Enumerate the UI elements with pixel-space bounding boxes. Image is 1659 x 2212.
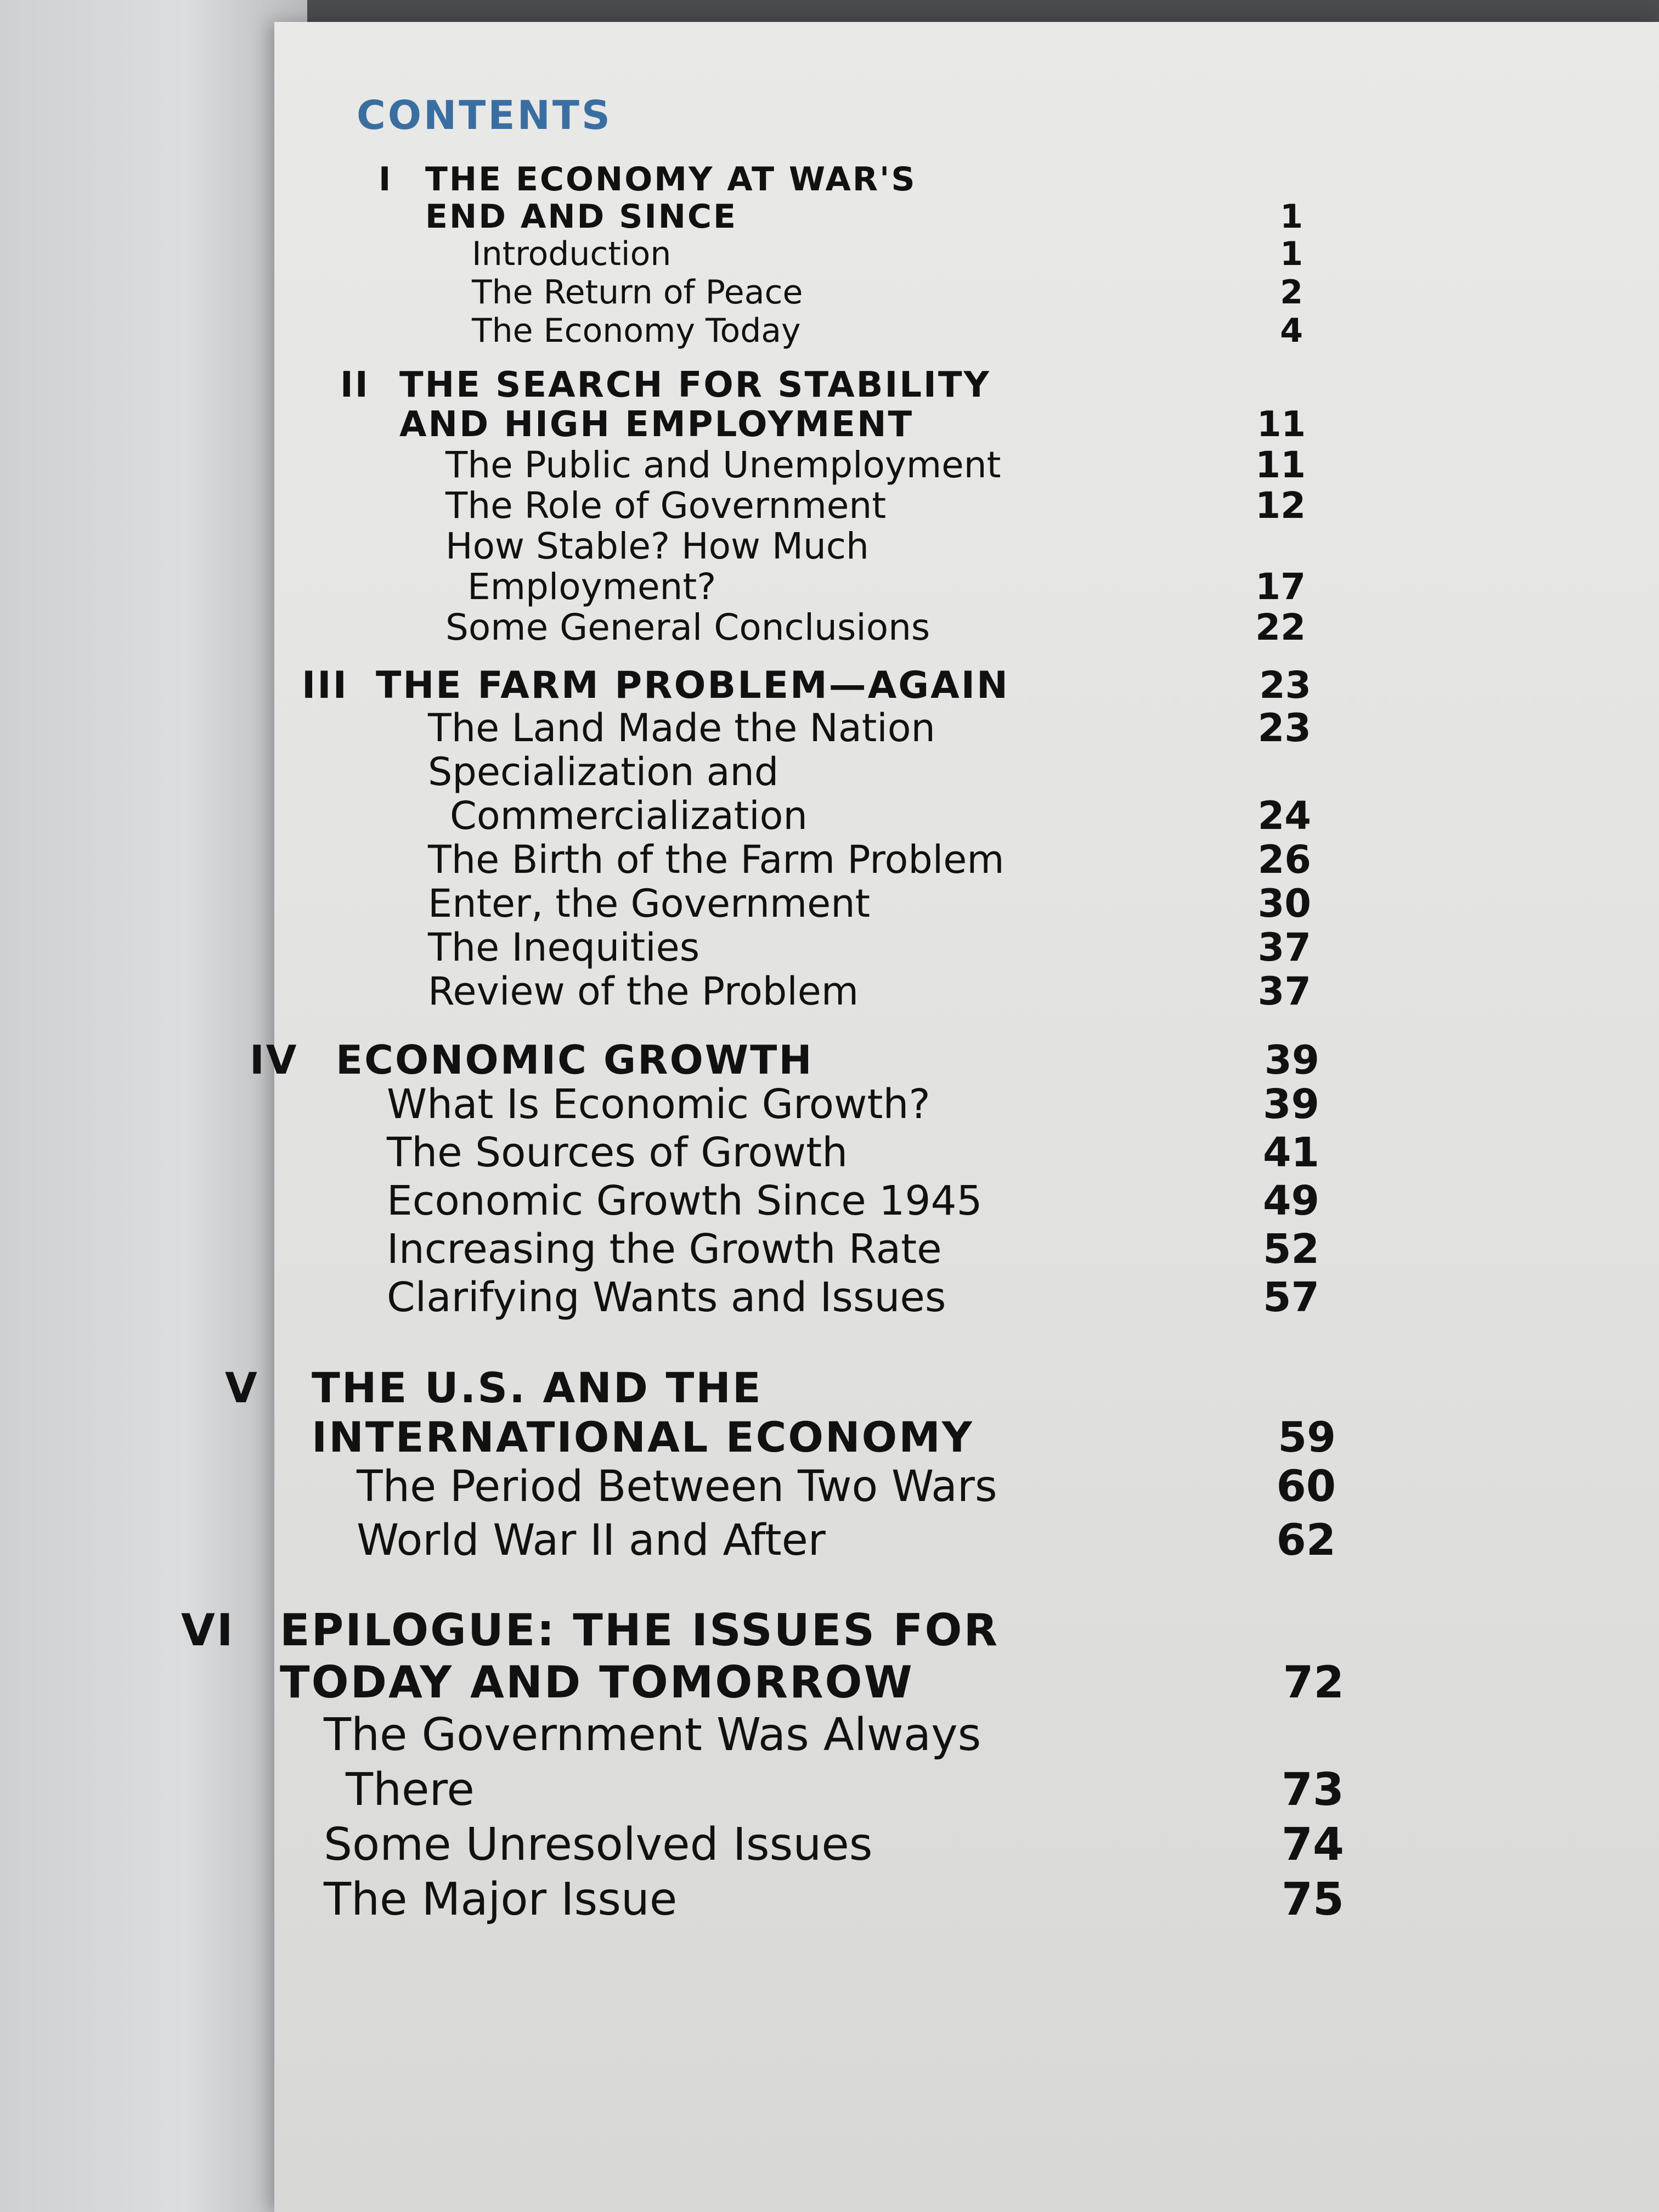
section-title: What Is Economic Growth? <box>387 1081 930 1128</box>
section-title: The Return of Peace <box>472 273 803 312</box>
section-title: The Land Made the Nation <box>428 706 935 751</box>
page-number: 23 <box>1257 706 1311 751</box>
chapter-title: AND HIGH EMPLOYMENT <box>399 404 914 445</box>
section-title: Introduction <box>472 235 672 273</box>
page-number: 24 <box>1257 793 1311 838</box>
section-title: The Public and Unemployment <box>445 444 1001 486</box>
section-title: The Major Issue <box>324 1874 678 1926</box>
page-number: 26 <box>1257 837 1311 882</box>
page-number: 12 <box>1255 484 1306 527</box>
page-number: 2 <box>1280 273 1303 312</box>
chapter-numeral: I <box>379 160 393 199</box>
section-title: Employment? <box>467 566 716 608</box>
section-title: Clarifying Wants and Issues <box>387 1274 946 1321</box>
section-title: Some Unresolved Issues <box>324 1819 873 1871</box>
section-title: World War II and After <box>357 1516 826 1565</box>
chapter-numeral: II <box>340 365 370 405</box>
section-title: Economic Growth Since 1945 <box>387 1177 983 1224</box>
page-number: 62 <box>1276 1516 1336 1565</box>
page-number: 52 <box>1263 1226 1319 1273</box>
page-number: 30 <box>1257 881 1311 926</box>
section-title: Review of the Problem <box>428 969 859 1014</box>
section-title: The Inequities <box>428 925 700 970</box>
page-number: 60 <box>1276 1462 1336 1511</box>
section-title: Commercialization <box>450 793 808 838</box>
page-number: 41 <box>1263 1129 1319 1176</box>
page-number: 74 <box>1281 1819 1344 1871</box>
chapter-numeral: VI <box>181 1605 235 1656</box>
page-number: 39 <box>1264 1037 1319 1083</box>
section-title: The Economy Today <box>472 312 801 350</box>
page-number: 23 <box>1259 664 1311 707</box>
facing-page <box>0 0 307 2212</box>
section-title: Specialization and <box>428 749 779 794</box>
chapter-title: INTERNATIONAL ECONOMY <box>312 1413 974 1462</box>
page-number: 37 <box>1257 969 1311 1014</box>
page-number: 57 <box>1263 1274 1319 1321</box>
section-title: How Stable? How Much <box>445 525 869 567</box>
section-title: The Government Was Always <box>324 1709 981 1761</box>
chapter-title: END AND SINCE <box>425 198 738 236</box>
chapter-title: THE SEARCH FOR STABILITY <box>399 365 991 405</box>
section-title: The Birth of the Farm Problem <box>428 837 1005 882</box>
chapter-numeral: IV <box>250 1037 298 1083</box>
page-number: 73 <box>1281 1764 1344 1816</box>
page-number: 49 <box>1263 1177 1319 1224</box>
section-title: There <box>346 1764 475 1816</box>
chapter-title: ECONOMIC GROWTH <box>336 1037 814 1083</box>
chapter-title: THE U.S. AND THE <box>312 1363 763 1412</box>
page-number: 11 <box>1255 444 1306 486</box>
section-title: The Role of Government <box>445 484 887 527</box>
section-title: Some General Conclusions <box>445 606 930 648</box>
chapter-numeral: III <box>302 664 348 707</box>
section-title: The Sources of Growth <box>387 1129 848 1176</box>
page-number: 11 <box>1256 404 1306 445</box>
page-number: 59 <box>1278 1413 1336 1462</box>
page-number: 1 <box>1280 198 1303 236</box>
chapter-title: THE ECONOMY AT WAR'S <box>425 160 917 199</box>
chapter-title: EPILOGUE: THE ISSUES FOR <box>280 1605 1000 1656</box>
page-number: 75 <box>1281 1874 1344 1926</box>
page-number: 1 <box>1280 235 1303 273</box>
page-number: 4 <box>1280 312 1303 350</box>
page-number: 72 <box>1283 1657 1344 1708</box>
page-number: 37 <box>1257 925 1311 970</box>
page-number: 17 <box>1255 566 1306 608</box>
section-title: The Period Between Two Wars <box>357 1462 997 1511</box>
page-number: 39 <box>1263 1081 1319 1128</box>
chapter-numeral: V <box>225 1363 259 1412</box>
page-number: 22 <box>1255 606 1306 648</box>
section-title: Enter, the Government <box>428 881 871 926</box>
chapter-title: TODAY AND TOMORROW <box>280 1657 914 1708</box>
page-title: CONTENTS <box>357 92 612 138</box>
section-title: Increasing the Growth Rate <box>387 1226 942 1273</box>
chapter-title: THE FARM PROBLEM—AGAIN <box>376 664 1009 707</box>
